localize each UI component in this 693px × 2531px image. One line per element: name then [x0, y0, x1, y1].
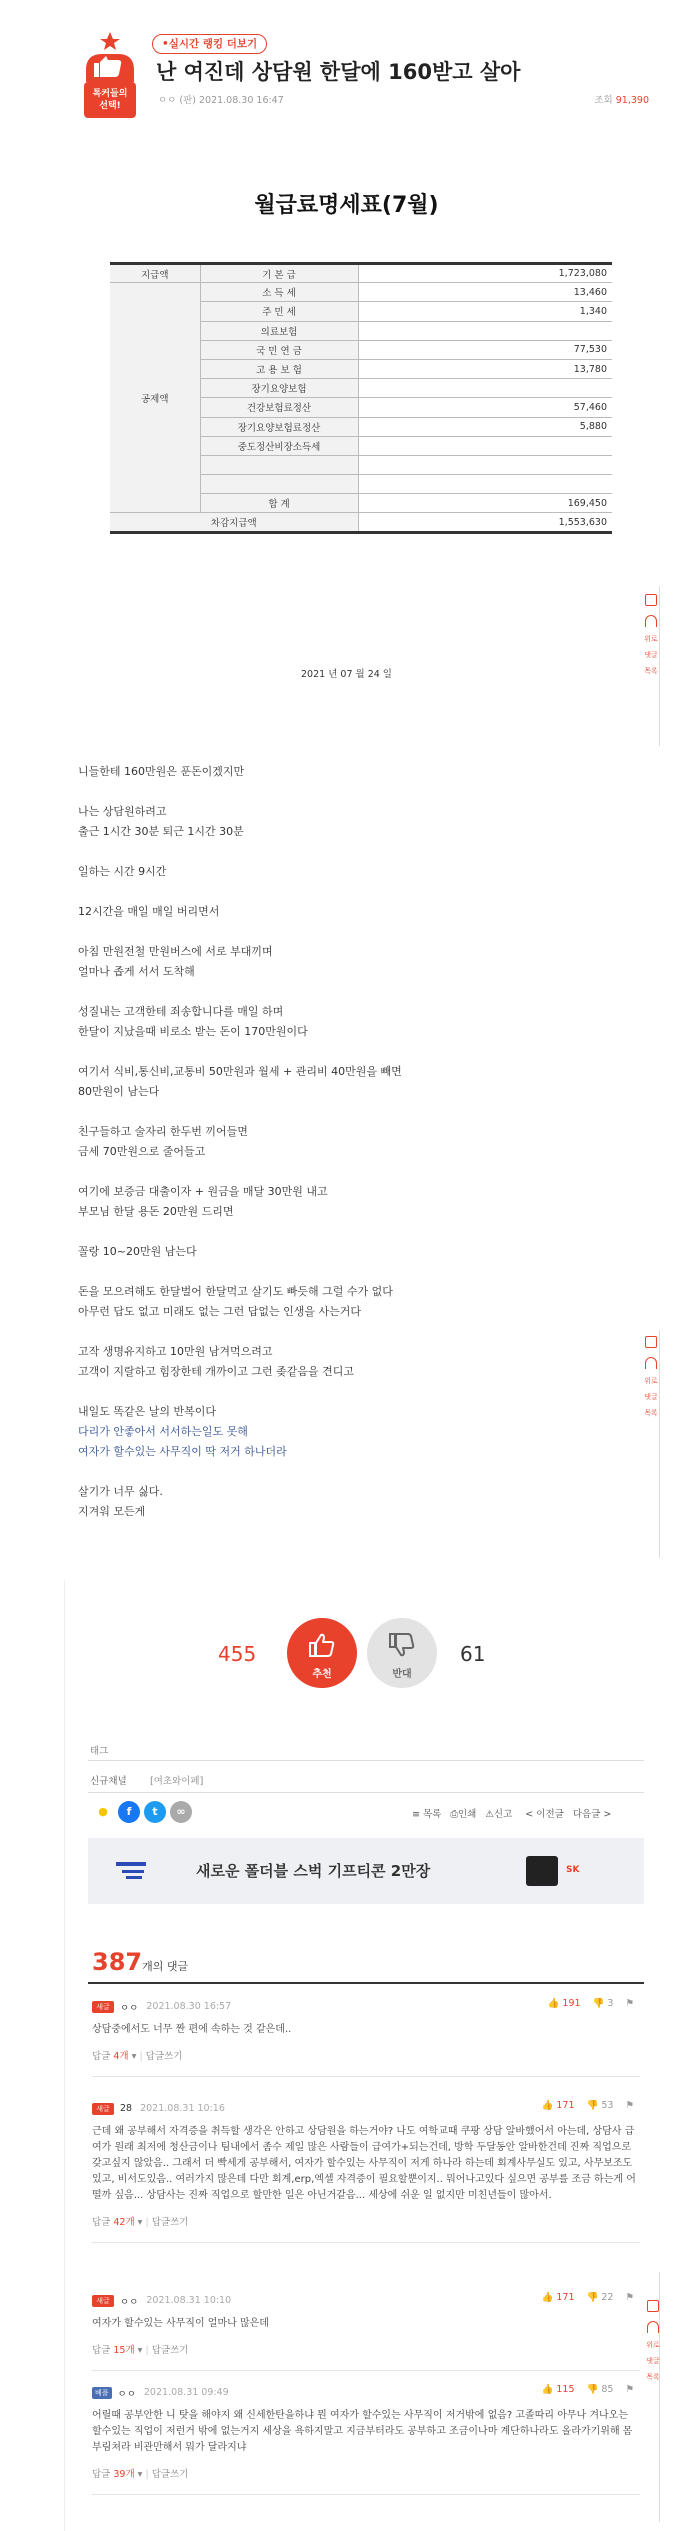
comment-dislike-button[interactable] [587, 2100, 614, 2111]
payslip-group-label: 공제액 [110, 283, 200, 513]
ad-banner[interactable] [88, 1838, 644, 1904]
divider-bar: | [139, 2051, 146, 2062]
body-line: 12시간을 매일 매일 버리면서 [78, 905, 220, 918]
comment-footer [92, 2048, 640, 2062]
comment-item [92, 1996, 640, 2077]
comment-like-button[interactable] [548, 1998, 581, 2009]
body-paragraph [78, 1342, 598, 1382]
action-row [412, 1806, 611, 1820]
payslip-item-label [200, 475, 358, 494]
chevron-down-icon[interactable]: ▾ [134, 2345, 146, 2356]
rail-comments-link[interactable]: 댓글 [644, 651, 658, 659]
payslip-item-label: 주 민 세 [200, 302, 358, 321]
comment-item [92, 2290, 640, 2371]
body-line: 80만원이 남는다 [78, 1085, 160, 1098]
comment-author[interactable]: ㅇㅇ [117, 2388, 136, 2400]
print-icon: ⎙ [450, 1809, 458, 1820]
comment-date: 2021.08.31 10:16 [140, 2103, 225, 2114]
like-icon: 👍 [541, 2384, 557, 2395]
payslip-item-value [358, 475, 612, 494]
comment-header [92, 1996, 640, 2016]
recommend-count: 455 [218, 1642, 257, 1666]
comment-date: 2021.08.31 09:49 [143, 2387, 229, 2398]
oppose-label: 반대 [392, 1669, 412, 1680]
body-paragraph [78, 1282, 598, 1322]
comment-footer [92, 2466, 640, 2480]
kakao-share-icon[interactable]: ● [92, 1801, 114, 1823]
payslip-item-value [358, 455, 612, 474]
sk-logo: SK [566, 1865, 580, 1875]
comment-item [92, 2382, 640, 2495]
comment-like-button[interactable] [542, 2384, 575, 2395]
replies-count[interactable]: 15개 [113, 2345, 135, 2356]
comment-footer [92, 2342, 640, 2356]
body-paragraph [78, 902, 598, 922]
payslip-item-label: 의료보험 [200, 321, 358, 340]
side-rail-top [641, 594, 661, 684]
comment-dislike-button[interactable] [593, 1998, 614, 2009]
rail-scrap-icon-3[interactable] [643, 2300, 663, 2312]
payslip-item-value: 169,450 [358, 494, 612, 513]
divider-bar: | [145, 2469, 152, 2480]
comment-dislike-count: 85 [601, 2384, 614, 2395]
body-line: 살기가 너무 싫다. [78, 1485, 163, 1498]
rail-comments-link-3[interactable]: 댓글 [646, 2357, 660, 2365]
post-body [78, 762, 598, 1542]
prev-post-link[interactable]: < 이전글 [525, 1809, 564, 1820]
gift-card-image [526, 1856, 558, 1886]
body-paragraph [78, 1182, 598, 1222]
comment-dislike-count: 22 [601, 2292, 614, 2303]
body-line: 성질내는 고객한테 죄송합니다를 매일 하며 [78, 1005, 284, 1018]
body-paragraph [78, 942, 598, 982]
dislike-icon: 👎 [592, 1998, 608, 2009]
dislike-icon: 👎 [586, 2100, 602, 2111]
payslip-item-label: 합 계 [200, 494, 358, 513]
body-paragraph [78, 1062, 598, 1102]
chevron-down-icon[interactable]: ▾ [128, 2051, 140, 2062]
comment-footer [92, 2214, 640, 2228]
like-icon: 👍 [547, 1998, 563, 2009]
comment-stats [548, 1998, 634, 2009]
rail-top-link[interactable]: 위로 [644, 635, 658, 643]
rail-share-icon[interactable] [641, 615, 661, 627]
side-rail-bottom [643, 2300, 663, 2390]
comment-dislike-count: 3 [607, 1998, 614, 2009]
payslip-item-value [358, 436, 612, 455]
level-badge: 새글 [92, 2295, 114, 2307]
comment-like-count: 191 [562, 1998, 581, 2009]
replies-label[interactable]: 답글 [92, 2469, 111, 2480]
comment-like-count: 171 [556, 2100, 575, 2111]
body-line: 돈을 모으려해도 한달벌어 한달먹고 살기도 빠듯해 그럴 수가 없다 [78, 1285, 393, 1298]
dislike-icon: 👎 [586, 2384, 602, 2395]
comment-count [92, 1948, 188, 1976]
body-line: 얼마나 좁게 서서 도착해 [78, 965, 195, 978]
badge-text-2: 선택! [99, 101, 121, 111]
post-meta: ㅇㅇ (판) 2021.08.30 16:47 [158, 95, 284, 106]
body-line: 고객이 지랄하고 힘장한테 개까이고 그런 좆같음을 견디고 [78, 1365, 355, 1378]
facebook-share-icon[interactable]: f [118, 1801, 140, 1823]
link-copy-icon[interactable]: ∞ [170, 1801, 192, 1823]
comment-like-count: 115 [556, 2384, 575, 2395]
report-icon: ⚠ [485, 1809, 494, 1820]
payslip-title: 월급료명세표(7월) [254, 193, 439, 218]
comment-separator [92, 2494, 640, 2495]
tag-label: 태그 [90, 1746, 109, 1757]
comment-dislike-button[interactable] [587, 2292, 614, 2303]
body-paragraph [78, 862, 598, 882]
comment-dislike-button[interactable] [587, 2384, 614, 2395]
payslip-net-row [110, 513, 612, 532]
body-paragraph [78, 1402, 598, 1462]
body-line: 여기에 보증금 대출이자 + 원금을 매달 30만원 내고 [78, 1185, 328, 1198]
payslip-item-label: 기 본 급 [200, 264, 358, 283]
dislike-icon: 👎 [586, 2292, 602, 2303]
payslip-group-label: 지급액 [110, 264, 200, 283]
comment-author[interactable]: ㅇㅇ [120, 2296, 139, 2308]
divider-1 [88, 1760, 644, 1761]
comment-text: 어릴때 공부안한 니 탓을 해야지 왜 신세한탄을하냐 뭔 여자가 할수있는 사무직이 저거밖에 없음? 고졸따리 아무나 겨나오는 할수있는 직업이 저런거 밖에 없는거지 세상을 욕하지말고 지금부터라도 공부하고 조금이나마 계단하나라도 올라가기위해 몸부림쳐라 비관만해서 뭐가 달라지냐 [92, 2410, 633, 2453]
comment-count-suffix: 개의 댓글 [142, 1960, 189, 1973]
list-link[interactable]: 목록 [422, 1809, 442, 1820]
comment-stats [542, 2292, 634, 2303]
payslip-item-label: 소 득 세 [200, 283, 358, 302]
print-link[interactable]: 인쇄 [457, 1809, 477, 1820]
banner-text: 새로운 폴더블 스벅 기프티콘 2만장 [196, 1862, 431, 1880]
comment-header [92, 2098, 640, 2118]
channel-label: 신규채널 [90, 1776, 127, 1787]
oppose-button[interactable] [367, 1618, 437, 1688]
report-icon[interactable]: ⚑ [625, 2292, 634, 2303]
list-icon: ≡ [412, 1809, 423, 1820]
recommend-button[interactable] [287, 1618, 357, 1688]
body-line: 출근 1시간 30분 퇴근 1시간 30분 [78, 825, 244, 838]
body-line: 일하는 시간 9시간 [78, 865, 167, 878]
comment-separator [92, 2076, 640, 2077]
rail-comments-link-2[interactable]: 댓글 [644, 1393, 658, 1401]
body-line: 내일도 똑같은 날의 반복이다 [78, 1405, 217, 1418]
body-line: 다리가 안좋아서 서서하는일도 못해 [78, 1425, 248, 1438]
payslip-item-value [358, 379, 612, 398]
comment-dislike-count: 53 [601, 2100, 614, 2111]
comment-stats [542, 2384, 634, 2395]
rail-list-link-2[interactable]: 목록 [644, 1409, 658, 1417]
body-line: 금세 70만원으로 줄어들고 [78, 1145, 206, 1158]
divider-bar: | [145, 2217, 152, 2228]
comment-like-button[interactable] [542, 2292, 575, 2303]
rail-share-icon-2[interactable] [641, 1357, 661, 1369]
payslip-item-value: 77,530 [358, 340, 612, 359]
rail-list-link[interactable]: 목록 [644, 667, 658, 675]
write-reply-link[interactable]: 답글쓰기 [151, 2345, 189, 2356]
view-count [594, 92, 649, 106]
body-line: 나는 상담원하려고 [78, 805, 167, 818]
payslip-item-value: 13,460 [358, 283, 612, 302]
report-link[interactable]: 신고 [493, 1809, 513, 1820]
comment-text: 상담중에서도 너무 짠 편에 속하는 것 같은데.. [92, 2024, 292, 2035]
side-rail-mid [641, 1336, 661, 1426]
payslip-table [110, 262, 612, 534]
recommend-label: 추천 [312, 1669, 332, 1680]
payslip-item-value: 1,340 [358, 302, 612, 321]
payslip-item-label: 건강보험료정산 [200, 398, 358, 417]
payslip-item-value: 13,780 [358, 359, 612, 378]
payslip-item-label: 고 용 보 험 [200, 359, 358, 378]
divider-2 [88, 1792, 644, 1793]
body-line: 여기서 식비,통신비,교통비 50만원과 월세 + 관리비 40만원을 빼면 [78, 1065, 402, 1078]
replies-label[interactable]: 답글 [92, 2217, 111, 2228]
divider-bar: | [145, 2345, 152, 2356]
payslip-item-value: 57,460 [358, 398, 612, 417]
level-badge: 새글 [92, 2001, 114, 2013]
body-paragraph [78, 762, 598, 782]
payslip-net-label: 차감지급액 [110, 513, 358, 532]
body-paragraph [78, 1002, 598, 1042]
thumbs-down-icon [387, 1630, 417, 1660]
comment-top-rule [88, 1982, 644, 1984]
body-paragraph [78, 1242, 598, 1262]
chevron-down-icon[interactable]: ▾ [134, 2217, 146, 2228]
thumbs-up-icon [307, 1630, 337, 1660]
write-reply-link[interactable]: 답글쓰기 [145, 2051, 183, 2062]
channel-name[interactable]: [여초와이페] [150, 1776, 204, 1787]
comment-text: 근데 왜 공부해서 자격증을 취득할 생각은 안하고 상담원을 하는거야? 나도 여학교때 쿠팡 상담 알바했어서 아는데, 상담사 급여가 원래 최저에 청산금이나 팀내에서 좀수 제일 많은 사람들이 급여가+되는건데, 방학 두달동안 알바한건데 진짜 직업으로 갖고싶지 않았음.. 그래서 더 빡세게 공부해서, 여자가 할수있는 사무직이 저게 하나라 하는데 회계사무실도 있고, 사무보조도 있고, 비서도있음.. 여러가지 많은데 다만 회계,erp,엑셀 자격증이 필요할뿐이지.. 뭐어나고있다 싶으면 공부를 조금 하는게 어떨까 싶음... 상담사는 진짜 직업으로 할만한 일은 아닌거같음... 세상에 쉬운 일 없지만 미친년들이 많아서. [92, 2126, 636, 2201]
comment-date: 2021.08.30 16:57 [146, 2001, 232, 2012]
pick-badge [82, 30, 138, 122]
write-reply-link[interactable]: 답글쓰기 [151, 2469, 189, 2480]
oppose-count: 61 [460, 1642, 486, 1666]
level-badge: 베플 [92, 2387, 112, 2399]
report-icon[interactable]: ⚑ [625, 2384, 634, 2395]
comment-separator [92, 2370, 640, 2371]
body-paragraph [78, 1482, 598, 1522]
body-line: 한달이 지났을때 비로소 받는 돈이 170만원이다 [78, 1025, 308, 1038]
payslip-item-value: 5,880 [358, 417, 612, 436]
like-icon: 👍 [541, 2292, 557, 2303]
payslip-item-label: 국 민 연 금 [200, 340, 358, 359]
body-line: 친구들하고 술자리 한두번 끼어들면 [78, 1125, 248, 1138]
replies-count[interactable]: 4개 [113, 2051, 129, 2062]
body-line: 고작 생명유지하고 10만원 남겨먹으려고 [78, 1345, 273, 1358]
body-line: 부모님 한달 용돈 20만원 드리면 [78, 1205, 234, 1218]
comment-like-count: 171 [556, 2292, 575, 2303]
badge-text-1: 톡커들의 [92, 89, 128, 99]
report-icon[interactable]: ⚑ [625, 1998, 634, 2009]
payslip-item-value: 1,723,080 [358, 264, 612, 283]
level-badge: 새글 [92, 2103, 114, 2115]
comment-author[interactable]: 28 [120, 2103, 133, 2114]
rail-scrap-icon[interactable] [641, 594, 661, 606]
comment-header [92, 2290, 640, 2310]
payslip-net-value: 1,553,630 [358, 513, 612, 532]
replies-count[interactable]: 42개 [113, 2217, 135, 2228]
rail-top-link-3[interactable]: 위로 [646, 2341, 660, 2349]
view-value: 91,390 [615, 95, 649, 106]
payslip-item-label [200, 455, 358, 474]
rail-scrap-icon-2[interactable] [641, 1336, 661, 1348]
body-line: 아침 만원전철 만원버스에 서로 부대끼며 [78, 945, 273, 958]
comment-text: 여자가 할수있는 사무직이 얼마나 많은데 [92, 2318, 269, 2329]
payslip-row [110, 264, 612, 283]
body-line: 아무런 답도 없고 미래도 없는 그런 답없는 인생을 사는거다 [78, 1305, 361, 1318]
write-reply-link[interactable]: 답글쓰기 [151, 2217, 189, 2228]
body-line: 지겨워 모든게 [78, 1505, 146, 1518]
replies-label[interactable]: 답글 [92, 2345, 111, 2356]
payslip-row [110, 283, 612, 302]
rail-list-link-3[interactable]: 목록 [646, 2373, 660, 2381]
comment-like-button[interactable] [542, 2100, 575, 2111]
chevron-down-icon[interactable]: ▾ [134, 2469, 146, 2480]
payslip-item-value [358, 321, 612, 340]
body-line: 여자가 할수있는 사무직이 딱 저거 하나더라 [78, 1445, 287, 1458]
page-title: 난 여진데 상담원 한달에 160받고 살아 [156, 60, 521, 84]
comment-separator [92, 2242, 640, 2243]
payslip-item-label: 장기요양보험 [200, 379, 358, 398]
comment-item [92, 2098, 640, 2243]
body-line: 니들한테 160만원은 푼돈이겠지만 [78, 765, 245, 778]
comment-author[interactable]: ㅇㅇ [120, 2002, 139, 2014]
foldable-phone-icon [116, 1858, 152, 1884]
payslip-date: 2021 년 07 월 24 일 [301, 669, 392, 680]
content-left-border [64, 1580, 65, 2531]
report-icon[interactable]: ⚑ [625, 2100, 634, 2111]
view-label: 조회 [594, 95, 613, 106]
replies-count[interactable]: 39개 [113, 2469, 135, 2480]
like-icon: 👍 [541, 2100, 557, 2111]
comment-stats [542, 2100, 634, 2111]
replies-label[interactable]: 답글 [92, 2051, 111, 2062]
realtime-ranking-link[interactable]: •실시간 랭킹 더보기 [152, 34, 267, 54]
comment-header [92, 2382, 640, 2402]
comment-date: 2021.08.31 10:10 [146, 2295, 232, 2306]
payslip-item-label: 중도정산비장소득세 [200, 436, 358, 455]
payslip-item-label: 장기요양보험료정산 [200, 417, 358, 436]
next-post-link[interactable]: 다음글 > [572, 1809, 612, 1820]
body-paragraph [78, 1122, 598, 1162]
rail-top-link-2[interactable]: 위로 [644, 1377, 658, 1385]
body-paragraph [78, 802, 598, 842]
comment-count-value: 387 [92, 1948, 143, 1976]
body-line: 꼴랑 10~20만원 남는다 [78, 1245, 197, 1258]
twitter-share-icon[interactable]: t [144, 1801, 166, 1823]
rail-share-icon-3[interactable] [643, 2321, 663, 2333]
